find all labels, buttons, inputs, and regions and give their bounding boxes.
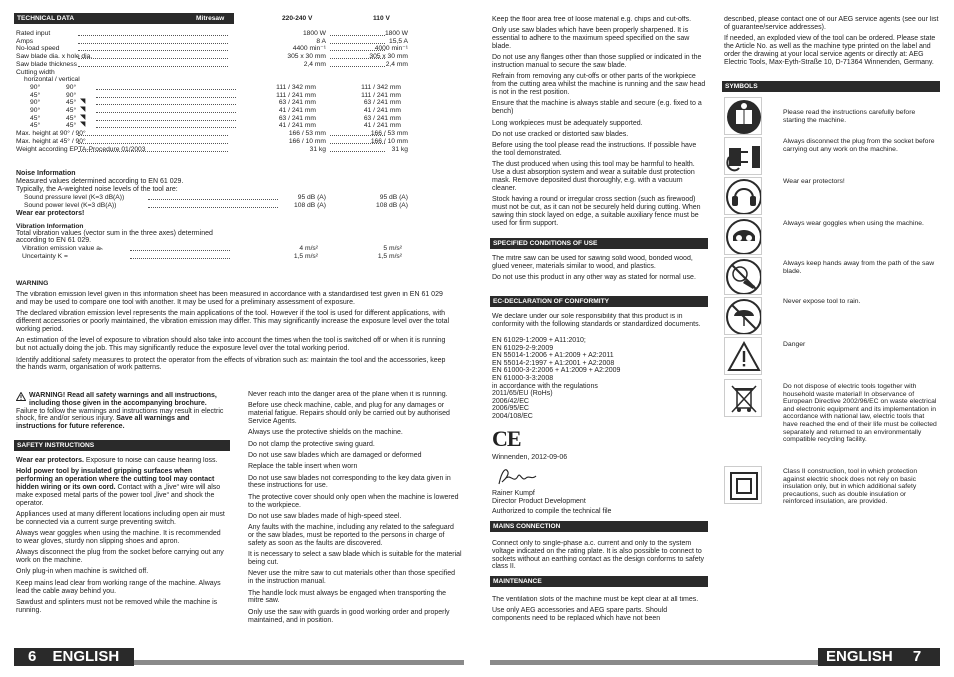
safety-item: Refrain from removing any cut-offs or other parts of the workpiece from the cutting area whilst the machine is running and the saw head is not in the rest position. bbox=[492, 73, 706, 97]
safety-item: Replace the table insert when worn bbox=[248, 463, 358, 471]
signature-icon bbox=[496, 464, 544, 488]
angle-value-2: 41 / 241 mm bbox=[363, 122, 401, 130]
voltage-col-2: 110 V bbox=[373, 15, 390, 22]
tech-row-value-2: 4000 min⁻¹ bbox=[374, 45, 408, 53]
angle-b: 45° bbox=[66, 114, 77, 122]
safety-instructions-header: SAFETY INSTRUCTIONS bbox=[14, 440, 230, 451]
ec-standard: EN 55014-1:2006 + A1:2009 + A2:2011 bbox=[492, 352, 614, 360]
safety-item: Only use saw blades which have been properly sharpened. It is essential to adhere to the maximum speed specified on the saw blade. bbox=[492, 27, 690, 50]
signatory-role: Director Product Development bbox=[492, 498, 586, 505]
safety-item bbox=[16, 457, 228, 465]
safety-item-text: Always wear goggles when using the machine. It is recommended to wear gloves, sturdy non slipping shoes and apron. bbox=[16, 530, 221, 545]
footer-left bbox=[14, 648, 134, 666]
specified-conditions-header: SPECIFIED CONDITIONS OF USE bbox=[490, 238, 708, 249]
safety-item bbox=[16, 549, 228, 565]
symbol-description: Wear ear protectors! bbox=[783, 178, 845, 185]
safety-item-text: Contact with a „live“ wire will also make exposed metal parts of the power tool „live“ and shock the operator. bbox=[16, 483, 221, 507]
safety-item: Do not clamp the protective swing guard. bbox=[248, 440, 375, 448]
general-warning-text: Failure to follow the warnings and instructions may result in electric shock, fire and/or serious injury. bbox=[16, 407, 224, 423]
tech-row-value-1: 1800 W bbox=[302, 30, 326, 37]
angle-a: 90° bbox=[30, 83, 41, 91]
symbol-description: Never expose tool to rain. bbox=[783, 298, 861, 305]
angle-value-2: 63 / 241 mm bbox=[363, 114, 401, 122]
angle-value-1: 63 / 241 mm bbox=[278, 114, 316, 122]
safety-item: Before using the tool please read the instructions. If possible have the tool demonstrated. bbox=[492, 142, 697, 158]
noise-row-label: Sound power level (K=3 dB(A)) bbox=[24, 202, 117, 209]
blade-tilt-icon: ◥ bbox=[80, 98, 86, 106]
tech-row-value-1: 305 x 30 mm bbox=[287, 53, 326, 61]
ec-standard: EN 61000-3-2:2006 + A1:2009 + A2:2009 bbox=[492, 367, 621, 375]
tech-row-leader-2 bbox=[330, 58, 385, 59]
cutting-width-label: Cutting width bbox=[16, 68, 55, 76]
safety-item-text: Sawdust and splinters must not be removed while the machine is running. bbox=[16, 598, 218, 614]
safety-item-bold: Hold power tool by insulated gripping surfaces when performing an operation where the cutting tool may contact hidden wiring or its own cord. bbox=[16, 468, 215, 491]
safety-item bbox=[16, 511, 228, 527]
angle-value-1: 41 / 241 mm bbox=[278, 122, 316, 130]
warning-text bbox=[16, 291, 456, 373]
tech-row-value-2: 2,4 mm bbox=[385, 60, 408, 68]
angle-value-1: 41 / 241 mm bbox=[278, 107, 316, 114]
angle-leader bbox=[96, 89, 236, 90]
ec-standard: EN 61000-3-3:2008 bbox=[492, 375, 554, 382]
service-p1: described, please contact one of our AEG service agents (see our list of guarantee/service addresses). bbox=[724, 16, 939, 31]
goggles-icon bbox=[724, 217, 762, 255]
angle-b: 45° bbox=[66, 122, 77, 130]
tech-row-leader bbox=[78, 58, 228, 59]
angle-leader bbox=[96, 97, 236, 98]
tech-row-leader-2 bbox=[330, 66, 385, 67]
service-info bbox=[724, 16, 940, 78]
tech-row-label: Weight according EPTA-Procedure 01/2003 bbox=[16, 145, 146, 153]
tech-row-leader bbox=[78, 151, 228, 152]
tech-row-label: Max. height at 90° / 90° bbox=[16, 130, 86, 138]
warning-p4: Identify additional safety measures to protect the operator from the effects of vibration such as: maintain the tool and the accessories, keep the hands warm, organisation of work patterns. bbox=[16, 356, 446, 372]
tech-row-leader-2 bbox=[330, 143, 385, 144]
tech-row-leader bbox=[78, 66, 228, 67]
safety-item-text: Keep mains lead clear from working range of the machine. Always lead the cable away behind you. bbox=[16, 579, 221, 595]
safety-item-text: Appliances used at many different locations including open air must be connected via a current surge preventing switch. bbox=[16, 510, 225, 526]
maintenance-text bbox=[492, 596, 706, 632]
safety-item: Before use check machine, cable, and plug for any damages or material fatigue. Repairs should only be carried out by authorised Service Agents. bbox=[248, 402, 450, 425]
vibration-line-2: according to EN 61 029. bbox=[16, 237, 92, 244]
specified-p2: Do not use this product in any other way as stated for normal use. bbox=[492, 274, 696, 282]
safety-item-bold: Wear ear protectors. bbox=[16, 457, 84, 464]
angle-b: 45° bbox=[66, 107, 77, 114]
angle-b: 45° bbox=[66, 99, 77, 107]
ec-declaration-header: EC-DECLARATION OF CONFORMITY bbox=[490, 296, 708, 307]
symbol-description: Do not dispose of electric tools together with household waste material! In observance of European Directive 2002/96/EC on waste electrical and electronic equipment and its implementation in accordance with national law, electric tools that have reached the end of their life must be collected separately and returned to an environmentally compatible recycling facility. bbox=[783, 383, 937, 444]
safety-item bbox=[16, 530, 228, 546]
noise-line-1: Measured values determined according to EN 61 029. bbox=[16, 178, 184, 185]
vibration-value-1: 1,5 m/s² bbox=[293, 253, 318, 260]
class-ii-icon bbox=[724, 466, 762, 504]
technical-data-header bbox=[14, 13, 234, 24]
page-number-right: 7 bbox=[912, 648, 922, 665]
noise-line-2: Typically, the A-weighted noise levels of the tool are: bbox=[16, 186, 178, 193]
safety-item-text: Only plug-in when machine is switched off. bbox=[16, 568, 149, 576]
tech-row-leader-2 bbox=[330, 50, 385, 51]
danger-icon bbox=[724, 337, 762, 375]
angle-value-1: 63 / 241 mm bbox=[278, 99, 316, 107]
blade-tilt-icon: ◥ bbox=[80, 106, 86, 113]
noise-leader bbox=[148, 207, 278, 208]
vibration-row-label: Uncertainty K = bbox=[22, 253, 68, 260]
vibration-value-2: 1,5 m/s² bbox=[377, 253, 402, 260]
noise-leader bbox=[148, 199, 278, 200]
angle-value-2: 111 / 342 mm bbox=[361, 83, 401, 91]
tech-row-value-2: 1800 W bbox=[384, 30, 408, 37]
safety-item: Ensure that the machine is always stable and secure (e.g. fixed to a bench) bbox=[492, 100, 702, 116]
angle-b: 90° bbox=[66, 83, 77, 91]
general-warning-bold: WARNING! Read all safety warnings and all instructions, including those given in the accompanying brochure. bbox=[29, 392, 217, 407]
tech-row-label: Amps bbox=[16, 37, 34, 45]
tech-row-leader-2 bbox=[330, 35, 385, 36]
mains-connection-text: Connect only to single-phase a.c. current and only to the system voltage indicated on the rating plate. It is also possible to connect to sockets without an earthing contact as the design conforms to safety class II. bbox=[492, 540, 705, 571]
safety-item: Any faults with the machine, including any related to the safeguard or the saw blades, must be reported to the persons in charge of safety as soon as the faults are discovered. bbox=[248, 524, 454, 547]
safety-item: Long workpieces must be adequately supported. bbox=[492, 119, 643, 127]
hand-distance-icon bbox=[724, 257, 762, 295]
ec-standard: EN 61029-2-9:2009 bbox=[492, 344, 554, 352]
symbol-description: Always wear goggles when using the machine. bbox=[783, 220, 924, 227]
tech-row-label: Max. height at 45° / 90° bbox=[16, 137, 86, 145]
angle-value-2: 111 / 241 mm bbox=[361, 91, 401, 99]
vibration-leader bbox=[130, 250, 230, 251]
warning-p2: The declared vibration emission level represents the main applications of the tool. However if the tool is used for different applications, with different accessories or poorly maintained, the vibration emission may differ. This may significantly increase the exposure level over the total working period. bbox=[16, 310, 450, 333]
noise-row-label: Sound pressure level (K=3 dB(A)) bbox=[24, 194, 125, 201]
signatory-authorization: Authorized to compile the technical file bbox=[492, 508, 612, 515]
technical-data-title: TECHNICAL DATA bbox=[17, 15, 75, 22]
no-rain-icon bbox=[724, 297, 762, 335]
angle-leader bbox=[96, 120, 236, 121]
ec-standard: EN 61029-1:2009 + A11:2010; bbox=[492, 337, 586, 344]
tech-row-value-2: 15,5 A bbox=[389, 37, 408, 45]
ec-standard: 2006/42/EC bbox=[492, 397, 529, 405]
safety-item bbox=[16, 599, 228, 615]
symbol-description: Always disconnect the plug from the socket before carrying out any work on the machine. bbox=[783, 138, 935, 153]
noise-value-2: 108 dB (A) bbox=[376, 202, 408, 209]
symbol-description: Please read the instructions carefully before starting the machine. bbox=[783, 109, 916, 124]
model-name: Mitresaw bbox=[196, 15, 225, 22]
angle-leader bbox=[96, 127, 236, 128]
ec-declaration-intro: We declare under our sole responsibility that this product is in conformity with the following standards or standardized documents. bbox=[492, 313, 701, 328]
tech-row-value-1: 4400 min⁻¹ bbox=[292, 45, 326, 53]
safety-item: Keep the floor area free of loose material e.g. chips and cut-offs. bbox=[492, 16, 692, 23]
noise-value-1: 95 dB (A) bbox=[297, 194, 326, 201]
safety-column-1 bbox=[16, 457, 228, 629]
tech-row-leader-2 bbox=[330, 151, 385, 152]
maintenance-p1: The ventilation slots of the machine must be kept clear at all times. bbox=[492, 596, 699, 603]
safety-item: Always use the protective shields on the machine. bbox=[248, 429, 403, 437]
voltage-col-1: 220-240 V bbox=[282, 15, 313, 22]
symbols-header: SYMBOLS bbox=[722, 81, 940, 92]
safety-item: Do not use cracked or distorted saw blades. bbox=[492, 130, 629, 138]
angle-b: 90° bbox=[66, 91, 77, 99]
tech-row-value-1: 2,4 mm bbox=[303, 60, 326, 68]
safety-item: The protective cover should only open when the machine is lowered to the workpiece. bbox=[248, 493, 459, 509]
maintenance-p2: Use only AEG accessories and AEG spare parts. Should components need to be replaced which have not been bbox=[492, 607, 668, 623]
ec-place-date: Winnenden, 2012-09-06 bbox=[492, 454, 568, 461]
safety-item: Stock having a round or irregular cross section (such as firewood) must not be cut, as it can not be securely held during cutting. When sawing thin stock layed on edge, a suitable auxiliary fence must be used for firm support. bbox=[492, 196, 701, 227]
angle-a: 90° bbox=[30, 99, 41, 107]
safety-item: The dust produced when using this tool may be harmful to health. Use a dust absorption system and wear a suitable dust protection mask. Remove deposited dust thoroughly, e.g. with a vacuum cleaner. bbox=[492, 161, 695, 192]
safety-item: Only use the saw with guards in good working order and properly maintained, and in position. bbox=[248, 608, 450, 624]
angle-value-1: 111 / 342 mm bbox=[276, 83, 316, 91]
tech-row-label: No-load speed bbox=[16, 45, 60, 53]
footer-language-right: ENGLISH bbox=[826, 648, 893, 665]
safety-column-2 bbox=[248, 391, 462, 631]
maintenance-header: MAINTENANCE bbox=[490, 576, 708, 587]
symbol-description: Danger bbox=[783, 341, 806, 348]
vibration-value-2: 5 m/s² bbox=[383, 245, 402, 252]
tech-row-value-2: 166 / 53 mm bbox=[370, 130, 408, 138]
horizontal-vertical-label: horizontal / vertical bbox=[24, 76, 80, 84]
signatory-name: Rainer Kumpf bbox=[492, 490, 535, 497]
angle-value-1: 111 / 241 mm bbox=[276, 91, 316, 99]
safety-item: Never reach into the danger area of the plane when it is running. bbox=[248, 391, 448, 398]
vibration-value-1: 4 m/s² bbox=[299, 245, 318, 252]
ear-protector-icon bbox=[724, 177, 762, 215]
blade-tilt-icon: ◥ bbox=[80, 113, 86, 121]
bin-crossed-icon bbox=[724, 379, 762, 417]
angle-a: 45° bbox=[30, 114, 41, 122]
tech-row-label: Saw blade dia. x hole dia. bbox=[16, 53, 93, 61]
tech-row-value-1: 8 A bbox=[316, 37, 326, 45]
tech-row-label: Saw blade thickness bbox=[16, 60, 77, 68]
noise-title: Noise Information bbox=[16, 170, 76, 177]
tech-row-leader bbox=[78, 143, 228, 144]
tech-row-leader-2 bbox=[330, 135, 385, 136]
safety-item: Do not use saw blades which are damaged or deformed bbox=[248, 451, 422, 459]
read-manual-icon bbox=[724, 97, 762, 135]
vibration-row-label: Vibration emission value aₕ bbox=[22, 245, 103, 252]
warning-triangle-icon bbox=[16, 392, 26, 401]
ec-standard: 2004/108/EC bbox=[492, 413, 533, 420]
tech-row-leader bbox=[78, 35, 228, 36]
noise-ear-warning: Wear ear protectors! bbox=[16, 210, 85, 217]
tech-row-value-1: 31 kg bbox=[309, 145, 326, 153]
tech-row-label: Rated input bbox=[16, 30, 51, 37]
angle-a: 45° bbox=[30, 122, 41, 130]
symbol-description: Always keep hands away from the path of the saw blade. bbox=[783, 260, 935, 275]
tech-row-value-1: 166 / 10 mm bbox=[288, 137, 326, 145]
symbol-description: Class II construction, tool in which protection against electric shock does not rely on basic insulation only, but in which additional safety precautions, such as double insulation or reinforced insulation, are provided. bbox=[783, 468, 918, 506]
warning-p3: An estimation of the level of exposure to vibration should also take into account the times when the tool is switched off or when it is running but not actually doing the job. This may significantly reduce the exposure level over the total working period. bbox=[16, 337, 446, 353]
noise-value-1: 108 dB (A) bbox=[294, 202, 326, 209]
tech-row-value-1: 166 / 53 mm bbox=[288, 130, 326, 138]
tech-row-value-2: 166 / 10 mm bbox=[370, 137, 408, 145]
footer-right bbox=[818, 648, 940, 666]
mains-connection-header: MAINS CONNECTION bbox=[490, 521, 708, 532]
footer-language-left: ENGLISH bbox=[52, 648, 120, 665]
tech-row-value-2: 305 x 30 mm bbox=[369, 53, 408, 61]
ce-mark-icon: CE bbox=[492, 426, 521, 451]
safety-item-text: Always disconnect the plug from the socket before carrying out any work on the machine. bbox=[16, 549, 224, 565]
angle-value-2: 63 / 241 mm bbox=[363, 99, 401, 107]
safety-item: The handle lock must always be engaged when transporting the mitre saw. bbox=[248, 589, 447, 605]
warning-title: WARNING bbox=[16, 280, 49, 287]
safety-item: It is necessary to select a saw blade which is suitable for the material being cut. bbox=[248, 551, 462, 567]
tech-row-leader bbox=[78, 43, 228, 44]
service-p2: If needed, an exploded view of the tool can be ordered. Please state the Article No. as well as the machine type printed on the label and order the drawing at your local service agents or directly at: AEG Electric Tools, Max-Eyth-Straße 10, D-71364 Winnenden, Germany. bbox=[724, 35, 936, 66]
vibration-title: Vibration Information bbox=[16, 223, 84, 230]
specified-conditions-text bbox=[492, 255, 706, 291]
general-warning bbox=[16, 392, 228, 436]
angle-a: 45° bbox=[30, 91, 41, 99]
safety-item: Do not use saw blades not corresponding to the key data given in these instructions for use. bbox=[248, 474, 451, 490]
general-warning-save: Save all warnings and instructions for future reference. bbox=[16, 415, 190, 431]
tech-row-leader-2 bbox=[330, 43, 385, 44]
vibration-line-1: Total vibration values (vector sum in the three axes) determined bbox=[16, 230, 213, 237]
ec-standard: in accordance with the regulations bbox=[492, 382, 598, 390]
ec-standard: 2011/65/EU (RoHs) bbox=[492, 390, 553, 398]
angle-value-2: 41 / 241 mm bbox=[363, 107, 401, 114]
angle-leader bbox=[96, 104, 236, 105]
safety-item bbox=[16, 580, 228, 596]
tech-row-value-2: 31 kg bbox=[391, 145, 408, 153]
safety-item bbox=[16, 468, 228, 507]
safety-item: Do not use saw blades made of high-speed steel. bbox=[248, 512, 402, 520]
angle-leader bbox=[96, 112, 236, 113]
safety-item: Do not use any flanges other than those supplied or indicated in the instruction manual to secure the saw blade. bbox=[492, 54, 702, 70]
specified-p1: The mitre saw can be used for sawing solid wood, bonded wood, glued veneer, materials similar to wood, and plastics. bbox=[492, 255, 693, 270]
noise-value-2: 95 dB (A) bbox=[379, 194, 408, 201]
safety-item: Never use the mitre saw to cut materials other than those specified in the instruction manual. bbox=[248, 570, 455, 586]
ec-standard: 2006/95/EC bbox=[492, 405, 529, 413]
ec-standard: EN 55014-2:1997 + A1:2001 + A2:2008 bbox=[492, 359, 615, 367]
safety-item bbox=[16, 568, 228, 576]
warning-p1: The vibration emission level given in this information sheet has been measured in accordance with a standardised test given in EN 61 029 and may be used to compare one tool with another. It may be used for a preliminary assessment of exposure. bbox=[16, 291, 443, 306]
unplug-icon bbox=[724, 137, 762, 175]
angle-a: 90° bbox=[30, 107, 41, 114]
tech-row-leader bbox=[78, 135, 228, 136]
page-number-left: 6 bbox=[28, 648, 37, 665]
safety-item-text: Exposure to noise can cause hearing loss. bbox=[83, 457, 218, 464]
blade-tilt-icon: ◥ bbox=[80, 121, 86, 129]
vibration-leader bbox=[130, 258, 230, 259]
tech-row-leader bbox=[78, 50, 228, 51]
right-column-1 bbox=[492, 16, 706, 234]
